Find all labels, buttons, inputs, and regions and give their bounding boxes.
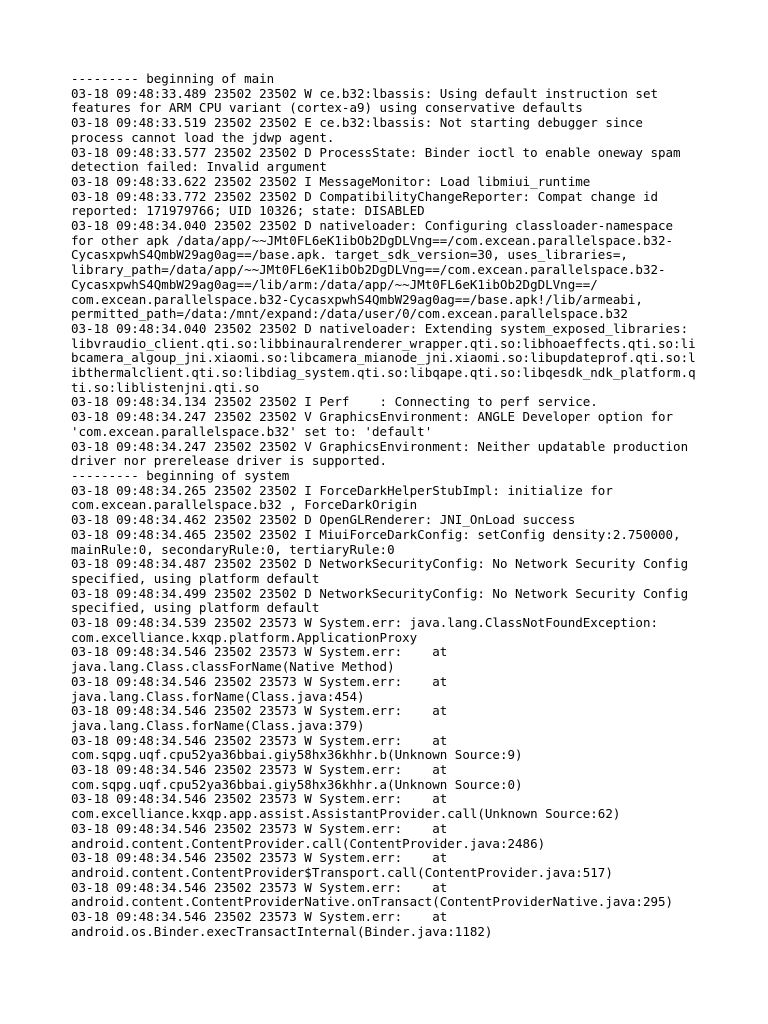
log-line: 03-18 09:48:33.489 23502 23502 W ce.b32:lbassis: Using default instruction set — [71, 85, 658, 101]
log-line: for other apk /data/app/~~JMt0FL6eK1ibOb2DgDLVng==/com.excean.parallelspace.b32- — [71, 232, 674, 248]
log-line: 03-18 09:48:34.546 23502 23573 W System.err: at — [71, 791, 448, 807]
log-line: 03-18 09:48:34.247 23502 23502 V GraphicsEnvironment: Neither updatable production — [71, 438, 689, 454]
log-line: 03-18 09:48:34.465 23502 23502 I MiuiForceDarkConfig: setConfig density:2.750000, — [71, 526, 681, 542]
log-line: 03-18 09:48:33.519 23502 23502 E ce.b32:lbassis: Not starting debugger since — [71, 115, 643, 131]
log-line: 03-18 09:48:34.546 23502 23573 W System.err: at — [71, 850, 448, 866]
log-line: 03-18 09:48:34.462 23502 23502 D OpenGLRenderer: JNI_OnLoad success — [71, 512, 576, 528]
log-line: 03-18 09:48:34.134 23502 23502 I Perf : Connecting to perf service. — [71, 394, 598, 410]
log-line: 03-18 09:48:34.487 23502 23502 D NetworkSecurityConfig: No Network Security Config — [71, 556, 689, 572]
log-line: library_path=/data/app/~~JMt0FL6eK1ibOb2DgDLVng==/com.excean.parallelspace.b32- — [71, 262, 666, 278]
log-line: ibthermalclient.qti.so:libdiag_system.qti.so:libqape.qti.so:libqesdk_ndk_platform.q — [71, 365, 696, 381]
log-line: 03-18 09:48:34.539 23502 23573 W System.err: java.lang.ClassNotFoundException: — [71, 615, 658, 631]
log-line: libvraudio_client.qti.so:libbinauralrenderer_wrapper.qti.so:libhoaeffects.qti.so:li — [71, 335, 696, 351]
log-line: permitted_path=/data:/mnt/expand:/data/user/0/com.excean.parallelspace.b32 — [71, 306, 628, 322]
log-line: java.lang.Class.classForName(Native Method) — [71, 659, 395, 675]
log-line: android.content.ContentProviderNative.onTransact(ContentProviderNative.java:295) — [71, 894, 674, 910]
log-line: com.excean.parallelspace.b32-CycasxpwhS4QmbW29ag0ag==/base.apk!/lib/armeabi, — [71, 291, 643, 307]
log-line: CycasxpwhS4QmbW29ag0ag==/base.apk. target_sdk_version=30, uses_libraries=, — [71, 247, 628, 263]
log-line: driver nor prerelease driver is supported. — [71, 453, 388, 469]
log-line: process cannot load the jdwp agent. — [71, 129, 335, 145]
log-line: 03-18 09:48:34.546 23502 23573 W System.err: at — [71, 820, 448, 836]
log-line: 03-18 09:48:34.546 23502 23573 W System.err: at — [71, 732, 448, 748]
log-line: 03-18 09:48:34.546 23502 23573 W System.err: at — [71, 644, 448, 660]
log-line: android.content.ContentProvider.call(ContentProvider.java:2486) — [71, 835, 546, 851]
log-line: detection failed: Invalid argument — [71, 159, 327, 175]
log-document — [71, 72, 711, 939]
log-line: --------- beginning of main — [71, 71, 275, 86]
log-line: 03-18 09:48:33.577 23502 23502 D ProcessState: Binder ioctl to enable oneway spam — [71, 144, 681, 160]
log-line: 'com.excean.parallelspace.b32' set to: 'default' — [71, 423, 433, 439]
log-line: com.excelliance.kxqp.platform.ApplicationProxy — [71, 629, 418, 645]
log-line: com.sqpg.uqf.cpu52ya36bbai.giy58hx36khhr.b(Unknown Source:9) — [71, 747, 523, 763]
log-line: features for ARM CPU variant (cortex-a9) using conservative defaults — [71, 100, 583, 116]
log-line: com.excean.parallelspace.b32 , ForceDarkOrigin — [71, 497, 418, 513]
log-line: 03-18 09:48:34.040 23502 23502 D nativeloader: Configuring classloader-namespace — [71, 218, 674, 234]
log-line: 03-18 09:48:33.622 23502 23502 I MessageMonitor: Load libmiui_runtime — [71, 173, 591, 189]
log-line: 03-18 09:48:34.499 23502 23502 D NetworkSecurityConfig: No Network Security Config — [71, 585, 689, 601]
log-line: 03-18 09:48:34.546 23502 23573 W System.err: at — [71, 762, 448, 778]
log-line: CycasxpwhS4QmbW29ag0ag==/lib/arm:/data/app/~~JMt0FL6eK1ibOb2DgDLVng==/ — [71, 276, 598, 292]
log-line: specified, using platform default — [71, 570, 320, 586]
log-line: mainRule:0, secondaryRule:0, tertiaryRule:0 — [71, 541, 395, 557]
log-line: 03-18 09:48:34.546 23502 23573 W System.err: at — [71, 879, 448, 895]
log-line: java.lang.Class.forName(Class.java:454) — [71, 688, 365, 704]
log-line: 03-18 09:48:34.546 23502 23573 W System.err: at — [71, 703, 448, 719]
log-line: android.content.ContentProvider$Transport.call(ContentProvider.java:517) — [71, 864, 613, 880]
log-line: 03-18 09:48:34.247 23502 23502 V GraphicsEnvironment: ANGLE Developer option for — [71, 409, 674, 425]
log-line: specified, using platform default — [71, 600, 320, 616]
log-line: reported: 171979766; UID 10326; state: DISABLED — [71, 203, 425, 219]
log-line: com.sqpg.uqf.cpu52ya36bbai.giy58hx36khhr.a(Unknown Source:0) — [71, 776, 523, 792]
log-line: 03-18 09:48:34.546 23502 23573 W System.err: at — [71, 673, 448, 689]
log-line: java.lang.Class.forName(Class.java:379) — [71, 717, 365, 733]
log-line: 03-18 09:48:34.265 23502 23502 I ForceDarkHelperStubImpl: initialize for — [71, 482, 613, 498]
log-line: 03-18 09:48:33.772 23502 23502 D CompatibilityChangeReporter: Compat change id — [71, 188, 658, 204]
log-line: --------- beginning of system — [71, 467, 290, 483]
log-line: 03-18 09:48:34.546 23502 23573 W System.err: at — [71, 909, 448, 925]
log-line: 03-18 09:48:34.040 23502 23502 D nativeloader: Extending system_exposed_libraries: — [71, 320, 689, 336]
log-line: android.os.Binder.execTransactInternal(Binder.java:1182) — [71, 923, 493, 939]
log-line: bcamera_algoup_jni.xiaomi.so:libcamera_mianode_jni.xiaomi.so:libupdateprof.qti.so:l — [71, 350, 696, 366]
log-line: ti.so:liblistenjni.qti.so — [71, 379, 260, 395]
log-line: com.excelliance.kxqp.app.assist.AssistantProvider.call(Unknown Source:62) — [71, 806, 621, 822]
